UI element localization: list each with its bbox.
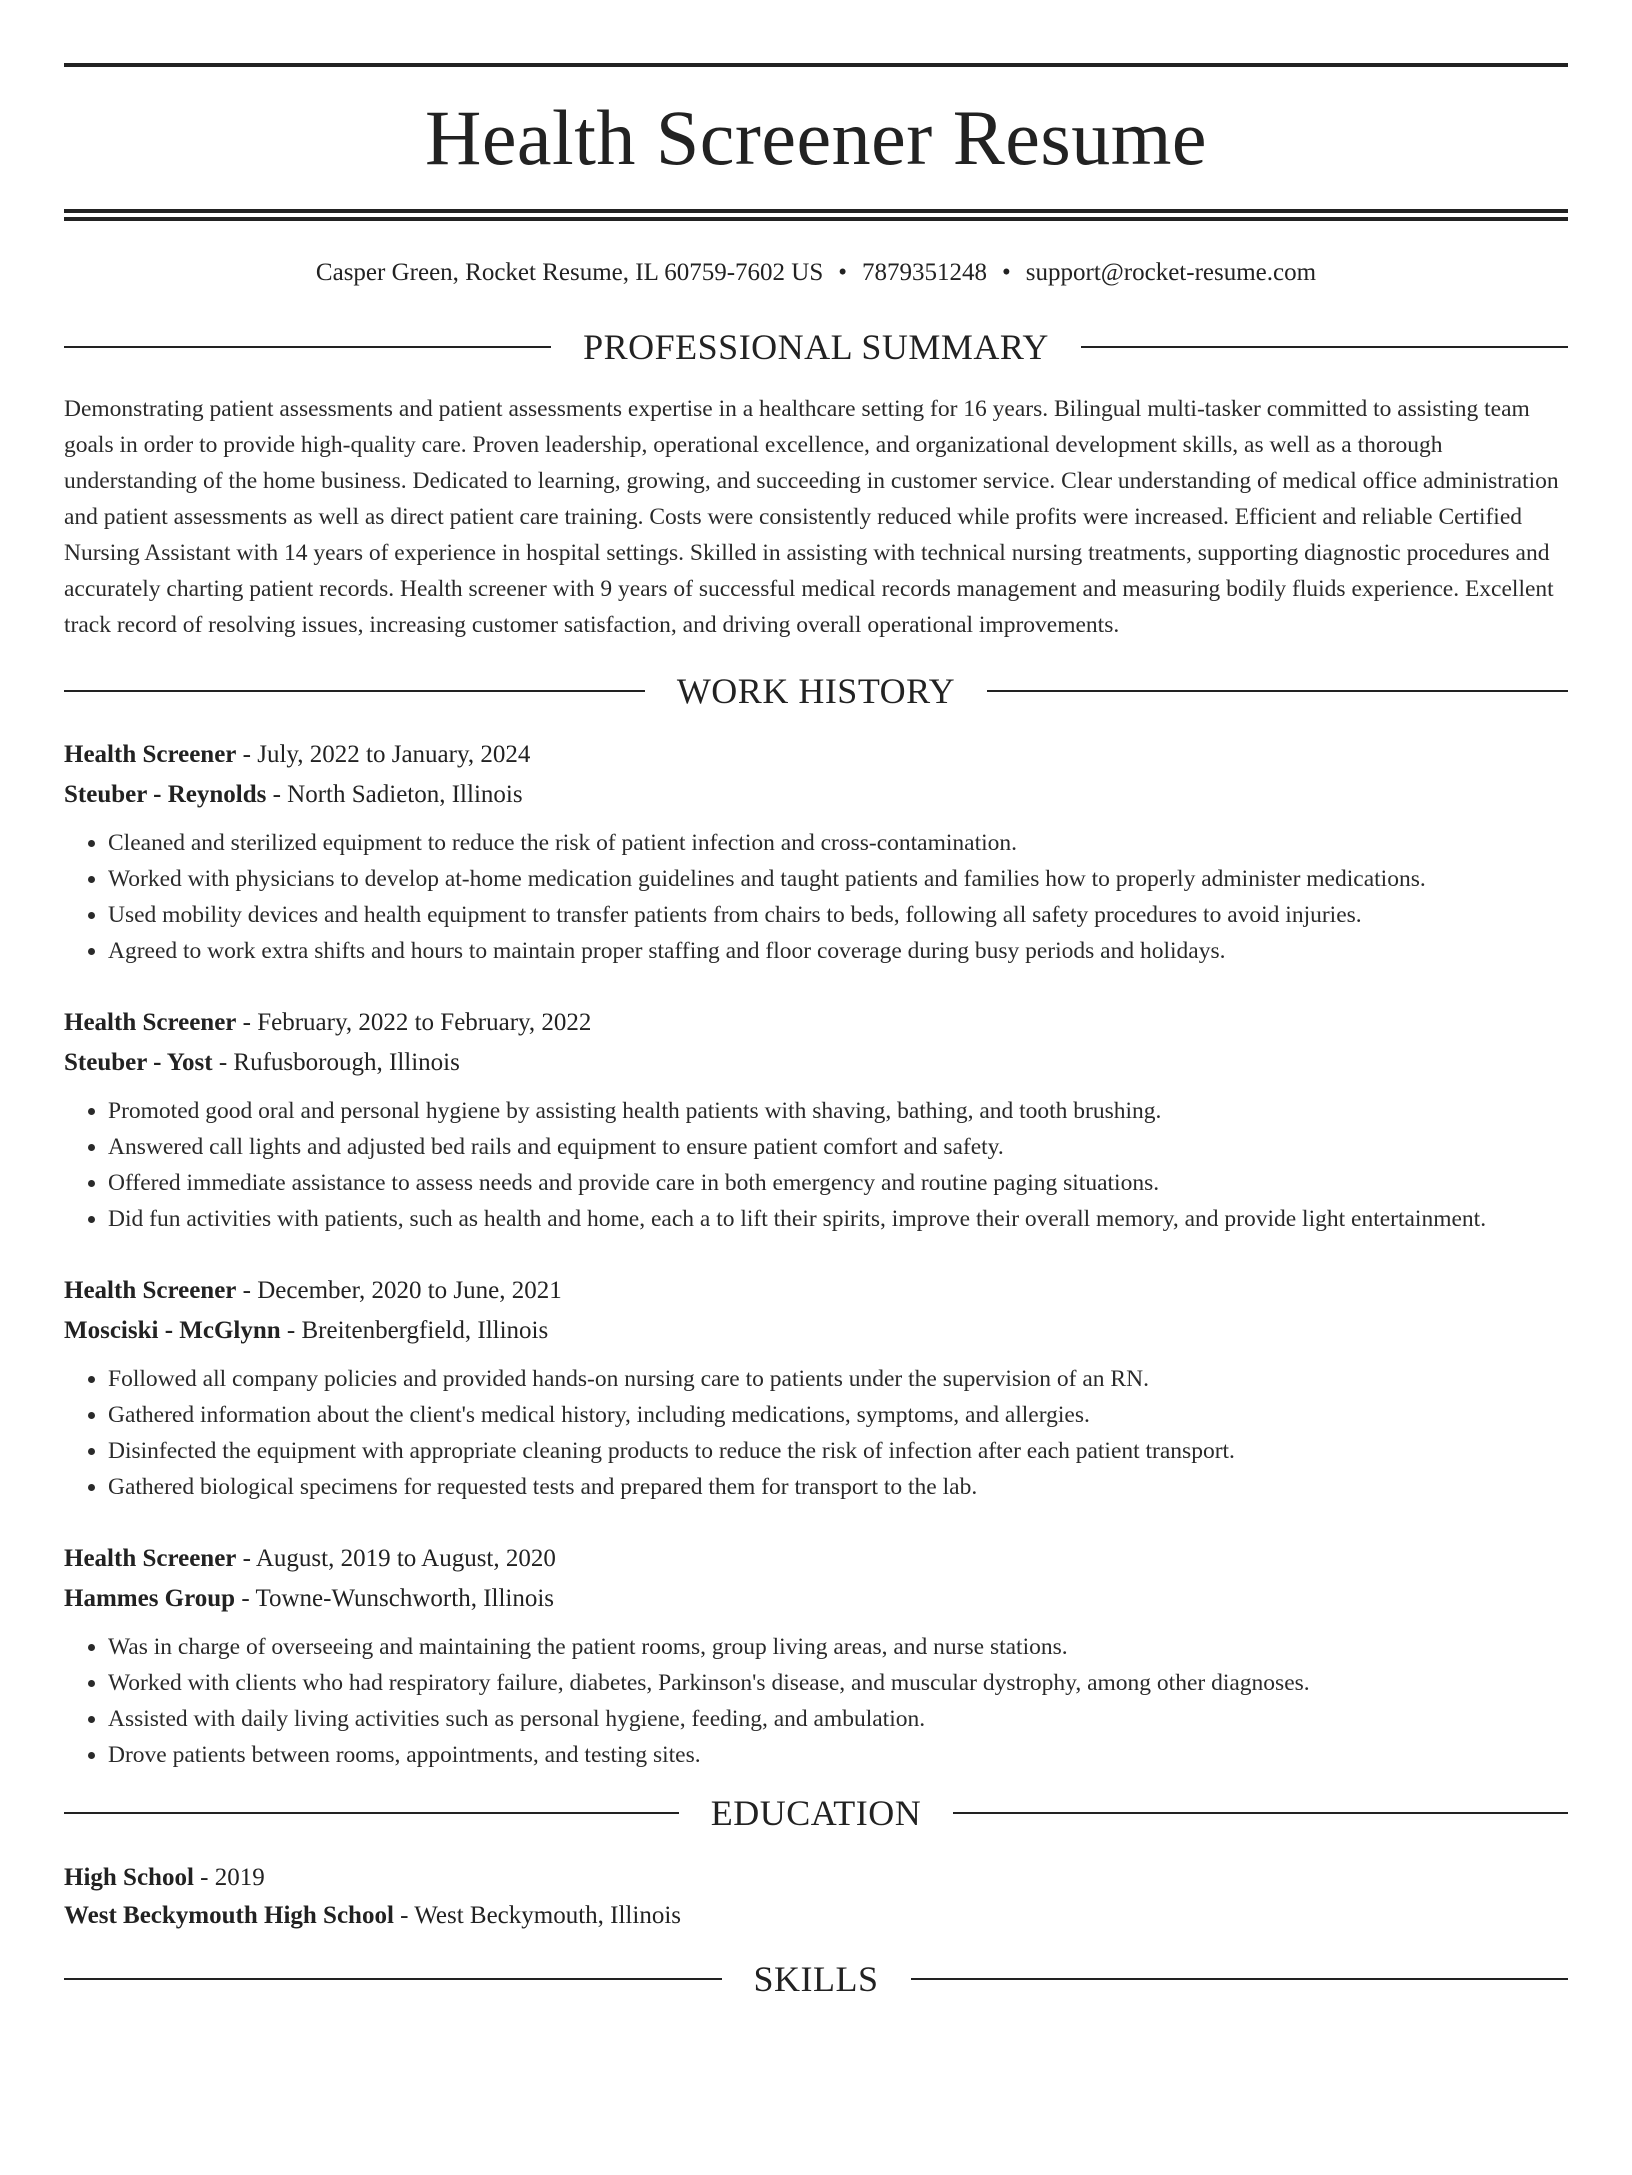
job-bullet-list [64,1093,1568,1237]
contact-line [64,255,1568,291]
section-title: PROFESSIONAL SUMMARY [583,327,1049,367]
job-dates: - August, 2019 to August, 2020 [236,1545,556,1572]
education-degree-line [64,1859,1568,1897]
job-bullet: • Did fun activities with patients, such as health and home, each a to lift their spirits, improve their overall memory, and provide light entertainment. [108,1201,1568,1237]
work-history-list [64,735,1568,1773]
job-bullet: • Disinfected the equipment with appropriate cleaning products to reduce the risk of infection after each patient transport. [108,1433,1568,1469]
job-title-line [64,1539,1568,1579]
job-dates: - July, 2022 to January, 2024 [236,741,531,768]
job-title: Health Screener [64,1009,237,1036]
job-entry [64,735,1568,969]
job-dates: - December, 2020 to June, 2021 [236,1277,562,1304]
heading-rule-right [1081,346,1568,348]
job-bullet: • Gathered information about the client's medical history, including medications, symptoms, and allergies. [108,1397,1568,1433]
title-double-rule [64,209,1568,221]
education-entry [64,1859,1568,1935]
job-bullet: • Gathered biological specimens for requested tests and prepared them for transport to the lab. [108,1469,1568,1505]
resume-title: Health Screener Resume [424,94,1207,181]
heading-rule-right [953,1812,1568,1814]
job-bullet: • Followed all company policies and provided hands-on nursing care to patients under the supervision of an RN. [108,1361,1568,1397]
job-location: - North Sadieton, Illinois [266,781,523,808]
job-bullet-list [64,1629,1568,1773]
job-entry [64,1271,1568,1505]
job-bullet: • Drove patients between rooms, appointments, and testing sites. [108,1737,1568,1773]
job-bullet: • Cleaned and sterilized equipment to reduce the risk of patient infection and cross-contamination. [108,825,1568,861]
job-bullet: • Worked with physicians to develop at-home medication guidelines and taught patients and families how to properly administer medications. [108,861,1568,897]
job-bullet-list [64,1361,1568,1505]
section-title: SKILLS [753,1959,879,1999]
professional-summary: Demonstrating patient assessments and patient assessments expertise in a healthcare setting for 16 years. Bilingual multi-tasker committed to assisting team goals in order to provide high-quality care. Proven leadership, operational excellence, and organizational development skills, as well as a thorough understanding of the home business. Dedicated to learning, growing, and succeeding in customer service. Clear understanding of medical office administration and patient assessments as well as direct patient care training. Costs were consistently reduced while profits were increased. Efficient and reliable Certified Nursing Assistant with 14 years of experience in hospital settings. Skilled in assisting with technical nursing treatments, supporting diagnostic procedures and accurately charting patient records. Health screener with 9 years of successful medical records management and measuring bodily fluids experience. Excellent track record of resolving issues, increasing customer satisfaction, and driving overall operational improvements. [64,396,1559,638]
job-company-line [64,1579,1568,1619]
section-title: WORK HISTORY [676,671,956,711]
contact-email[interactable]: support@rocket-resume.com [1025,259,1317,286]
education-school-line [64,1897,1568,1935]
job-bullet: • Agreed to work extra shifts and hours to maintain proper staffing and floor coverage during busy periods and holidays. [108,933,1568,969]
job-title: Health Screener [64,1545,237,1572]
section-heading-skills [64,1957,1568,2001]
heading-rule-left [64,690,645,692]
job-dates: - February, 2022 to February, 2022 [236,1009,592,1036]
education-year: - 2019 [193,1864,265,1891]
job-location: - Breitenbergfield, Illinois [280,1317,549,1344]
job-company: Steuber - Yost [64,1049,213,1076]
job-title: Health Screener [64,1277,237,1304]
job-title-line [64,1271,1568,1311]
job-entry [64,1003,1568,1237]
job-company: Steuber - Reynolds [64,781,267,808]
contact-address: Casper Green, Rocket Resume, IL 60759-7602 US [315,259,824,286]
heading-rule-left [64,1978,722,1980]
job-company: Mosciski - McGlynn [64,1317,281,1344]
heading-rule-left [64,346,551,348]
job-entry [64,1539,1568,1773]
job-title: Health Screener [64,741,237,768]
job-company-line [64,1043,1568,1083]
job-bullet: • Promoted good oral and personal hygiene by assisting health patients with shaving, bathing, and tooth brushing. [108,1093,1568,1129]
heading-rule-left [64,1812,679,1814]
job-title-line [64,1003,1568,1043]
resume-page [0,63,1632,2175]
job-bullet: • Was in charge of overseeing and maintaining the patient rooms, group living areas, and nurse stations. [108,1629,1568,1665]
job-location: - Rufusborough, Illinois [212,1049,460,1076]
job-bullet: • Assisted with daily living activities such as personal hygiene, feeding, and ambulation. [108,1701,1568,1737]
job-location: - Towne-Wunschworth, Illinois [235,1585,555,1612]
job-bullet: • Used mobility devices and health equipment to transfer patients from chairs to beds, following all safety procedures to avoid injuries. [108,897,1568,933]
job-bullet: • Worked with clients who had respiratory failure, diabetes, Parkinson's disease, and muscular dystrophy, among other diagnoses. [108,1665,1568,1701]
section-heading-work-history [64,669,1568,713]
job-title-line [64,735,1568,775]
job-company-line [64,775,1568,815]
job-company: Hammes Group [64,1585,236,1612]
contact-separator: • [838,259,847,286]
education-location: - West Beckymouth, Illinois [393,1902,681,1929]
contact-phone[interactable]: 7879351248 [862,259,987,286]
job-bullet-list [64,825,1568,969]
education-school: West Beckymouth High School [64,1902,394,1929]
job-bullet: • Answered call lights and adjusted bed rails and equipment to ensure patient comfort and safety. [108,1129,1568,1165]
job-company-line [64,1311,1568,1351]
section-heading-summary [64,325,1568,369]
section-heading-education [64,1791,1568,1835]
education-degree: High School [64,1864,194,1891]
heading-rule-right [987,690,1568,692]
section-title: EDUCATION [710,1793,922,1833]
contact-separator: • [1002,259,1011,286]
heading-rule-right [911,1978,1569,1980]
job-bullet: • Offered immediate assistance to assess needs and provide care in both emergency and routine paging situations. [108,1165,1568,1201]
